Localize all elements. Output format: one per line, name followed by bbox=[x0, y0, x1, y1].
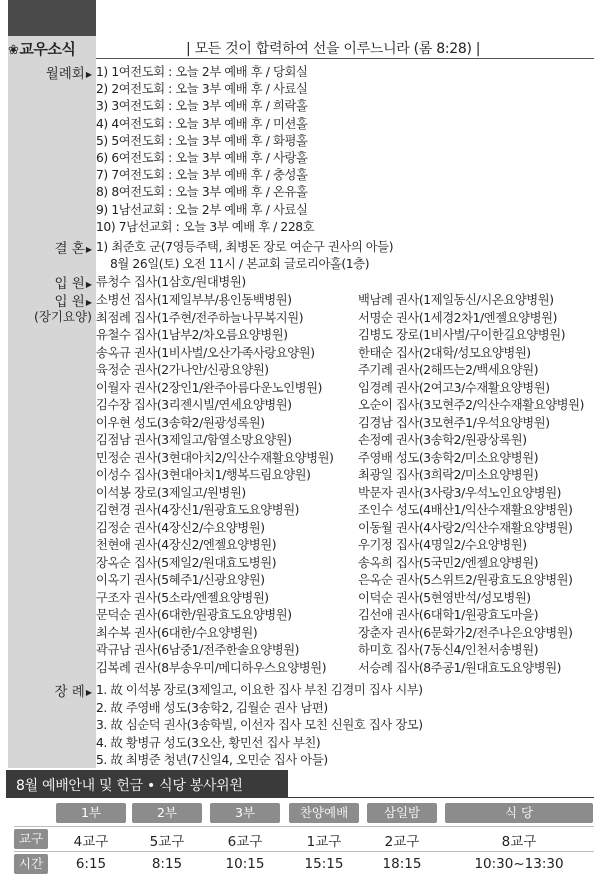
monthly-meeting-item: 9) 1남선교회 : 오늘 2부 예배 후 / 사료실 bbox=[96, 202, 308, 217]
hospital-entry-left: 이우현 성도(3송학2/원광성록원) bbox=[96, 415, 265, 430]
funeral-item: 3. 故 심순덕 권사(3송학빌, 이선자 집사 모친 신원호 집사 장모) bbox=[96, 718, 423, 732]
hospital-entry-right: 주영배 성도(3송학2/미소요양병원) bbox=[358, 450, 539, 465]
hospital-entry-left: 최수복 권사(6대한/수요양병원) bbox=[96, 625, 258, 640]
hospital-entry-left: 유철수 집사(1남부2/차오름요양병원) bbox=[96, 328, 288, 342]
hospital-entry-left: 천현애 권사(4장신2/엔젤요양병원) bbox=[96, 538, 277, 552]
monthly-meeting-item: 3) 3여전도회 : 오늘 3부 예배 후 / 희락홀 bbox=[96, 99, 308, 114]
column-header: 찬양예배 bbox=[289, 803, 359, 823]
time-cell: 10:30~13:30 bbox=[474, 856, 564, 872]
hospital-entry-left: 육정순 권사(2가나안/신광요양원) bbox=[96, 363, 269, 377]
hospital-entry-right: 은옥순 권사(5스위트2/원광효도요양병원) bbox=[358, 573, 573, 587]
hospital-entry-left: 최점례 집사(1주현/전주하늘나무복지원) bbox=[96, 310, 304, 325]
column-header: 3부 bbox=[210, 803, 280, 823]
monthly-meeting-item: 7) 7여전도회 : 오늘 3부 예배 후 / 충성홀 bbox=[96, 168, 308, 183]
time-cell: 8:15 bbox=[151, 856, 183, 872]
hospital-entry-right: 조인수 성도(4배산1/익산수재활요양병원) bbox=[358, 503, 573, 517]
hospital-entry-left: 김점남 권사(3제일고/함열소망요양원) bbox=[96, 433, 292, 447]
section-title bbox=[8, 38, 75, 59]
monthly-meeting-item: 5) 5여전도회 : 오늘 3부 예배 후 / 화평홀 bbox=[96, 133, 308, 148]
column-header: 식 당 bbox=[445, 803, 593, 823]
hospital-entry-left: 문덕순 권사(6대한/원광효도요양병원) bbox=[96, 608, 292, 622]
wedding-line-1: 1) 최준호 군(7영등주택, 최병돈 장로 여순구 권사의 아들) bbox=[96, 240, 394, 254]
funeral-item: 4. 故 황병규 성도(3오산, 황민선 집사 부친) bbox=[96, 735, 321, 750]
hospital-entry-right: 김경남 집사(3모현주1/우석요양병원) bbox=[358, 415, 550, 430]
column-header: 삼일밤 bbox=[367, 803, 437, 823]
hospital-entry-left: 김정순 권사(4장신2/수요양병원) bbox=[96, 520, 265, 535]
hospital-entry-right: 최광일 집사(3희락2/미소요양병원) bbox=[358, 468, 539, 482]
time-cell: 6:15 bbox=[75, 856, 107, 872]
hospital-entry-right: 백남례 권사(1제일동신/시온요양병원) bbox=[358, 293, 554, 307]
arrow-icon: ▶ bbox=[85, 688, 92, 697]
hospital-entry-left: 김현경 권사(4장신1/원광효도요양병원) bbox=[96, 503, 300, 517]
footer-divider bbox=[288, 797, 594, 798]
hospital-entry-right: 우기정 집사(4명일2/수요양병원) bbox=[358, 538, 527, 552]
hospital-entry-right: 하미호 집사(7동신4/인천서송병원) bbox=[358, 643, 539, 657]
table-line-mid bbox=[14, 851, 594, 852]
hospital-entry-left: 김복례 권사(8부송우미/메디하우스요양병원) bbox=[96, 660, 327, 675]
longterm-label: (장기요양) bbox=[33, 309, 92, 324]
monthly-meeting-item: 6) 6여전도회 : 오늘 3부 예배 후 / 사랑홀 bbox=[96, 151, 308, 165]
hospital-entry-right: 한태순 집사(2대학/성모요양병원) bbox=[358, 345, 531, 360]
hospital-entry-right: 김병도 장로(1비사벌/구이한길요양병원) bbox=[358, 328, 566, 342]
monthly-meeting-label: 월례회▶ bbox=[45, 66, 92, 82]
title-text: 교우소식 bbox=[19, 40, 76, 58]
hospital-entry-left: 이월자 권사(2장인1/완주아름다운노인병원) bbox=[96, 380, 323, 395]
district-cell: 2교구 bbox=[384, 834, 420, 850]
district-cell: 5교구 bbox=[149, 834, 185, 850]
monthly-meeting-item: 1) 1여전도회 : 오늘 2부 예배 후 / 당회실 bbox=[96, 65, 308, 79]
left-sidebar-band bbox=[8, 0, 96, 768]
funeral-label: 장 례▶ bbox=[54, 684, 92, 700]
monthly-meeting-item: 10) 7남선교회 : 오늘 3부 예배 후 / 228호 bbox=[96, 219, 315, 234]
hospital-entry-right: 송옥희 집사(5국민2/엔젤요양병원) bbox=[358, 555, 539, 570]
arrow-icon: ▶ bbox=[85, 280, 92, 289]
hospital-entry-left: 이옥기 권사(5혜주1/신광요양원) bbox=[96, 573, 265, 587]
bible-verse: | 모든 것이 합력하여 선을 이루느니라 (롬 8:28) | bbox=[186, 41, 481, 57]
hospital-entry-right: 오순이 집사(3모현주2/익산수재활요양병원) bbox=[358, 398, 585, 412]
column-header: 1부 bbox=[56, 803, 126, 823]
table-line-top bbox=[14, 826, 594, 827]
hospital-entry-right: 이동월 권사(4사랑2/익산수재활요양병원) bbox=[358, 520, 573, 535]
funeral-item: 1. 故 이석봉 장로(3제일고, 이요한 집사 부친 김경미 집사 시부) bbox=[96, 683, 423, 697]
sidebar-dark-header bbox=[8, 0, 96, 36]
row-label-district: 교구 bbox=[14, 829, 48, 849]
column-header: 2부 bbox=[132, 803, 202, 823]
hospital-entry-left: 민정순 권사(3현대아치2/익산수재활요양병원) bbox=[96, 450, 334, 465]
monthly-meeting-item: 4) 4여전도회 : 오늘 3부 예배 후 / 미션홀 bbox=[96, 116, 308, 131]
hospital-entry-right: 장춘자 권사(6문화가2/전주나은요양병원) bbox=[358, 625, 573, 640]
hospital-entry-right: 주기례 권사(2해뜨는2/백세요양원) bbox=[358, 363, 539, 377]
longterm-admit-label: 입 원▶ bbox=[54, 294, 92, 310]
hospital-entry-right: 임경례 권사(2여고3/수재활요양병원) bbox=[358, 380, 550, 395]
hospital-entry-right: 이덕순 권사(5현영반석/성모병원) bbox=[358, 590, 531, 605]
admit-line: 류청수 집사(1삼호/원대병원) bbox=[96, 275, 246, 289]
flower-icon: ❀ bbox=[8, 43, 19, 58]
hospital-entry-right: 서명순 권사(1세경2차1/엔젤요양병원) bbox=[358, 310, 558, 325]
admit-label: 입 원▶ bbox=[54, 276, 92, 292]
arrow-icon: ▶ bbox=[85, 298, 92, 307]
row-label-time: 시간 bbox=[14, 854, 48, 874]
monthly-meeting-item: 8) 8여전도회 : 오늘 3부 예배 후 / 온유홀 bbox=[96, 185, 308, 200]
hospital-entry-left: 소병선 집사(1제일부부/용인동백병원) bbox=[96, 293, 292, 307]
hospital-entry-right: 박문자 권사(3사랑3/우석노인요양병원) bbox=[358, 485, 562, 500]
time-cell: 18:15 bbox=[382, 856, 422, 872]
funeral-item: 5. 故 최병준 청년(7신일4, 오민순 집사 아들) bbox=[96, 753, 328, 767]
hospital-entry-left: 구조자 권사(5소라/엔젤요양병원) bbox=[96, 590, 269, 605]
wedding-label: 결 혼▶ bbox=[54, 241, 92, 257]
hospital-entry-right: 김선애 권사(6대학1/원광효도마을) bbox=[358, 608, 539, 622]
district-cell: 8교구 bbox=[501, 834, 537, 850]
service-guide-title: 8월 예배안내 및 헌금 • 식당 봉사위원 bbox=[6, 770, 288, 798]
district-cell: 6교구 bbox=[227, 834, 263, 850]
hospital-entry-left: 김수장 집사(3리젠시빌/연세요양병원) bbox=[96, 398, 292, 412]
district-cell: 1교구 bbox=[306, 834, 342, 850]
funeral-item: 2. 故 주영배 성도(3송학2, 김월순 권사 남편) bbox=[96, 700, 328, 715]
hospital-entry-right: 서승례 집사(8주공1/원대효도요양병원) bbox=[358, 660, 562, 675]
hospital-entry-left: 장옥순 집사(5제일2/원대효도병원) bbox=[96, 555, 277, 570]
monthly-meeting-item: 2) 2여전도회 : 오늘 3부 예배 후 / 사료실 bbox=[96, 82, 308, 97]
header-divider bbox=[96, 58, 594, 59]
hospital-entry-right: 손정예 권사(3송학2/원광상록원) bbox=[358, 433, 527, 447]
time-cell: 10:15 bbox=[225, 856, 265, 872]
district-cell: 4교구 bbox=[73, 834, 109, 850]
arrow-icon: ▶ bbox=[85, 245, 92, 254]
time-cell: 15:15 bbox=[304, 856, 344, 872]
hospital-entry-left: 이성수 집사(3현대아치1/행복드림요양원) bbox=[96, 468, 311, 482]
arrow-icon: ▶ bbox=[85, 70, 92, 79]
wedding-line-2: 8월 26일(토) 오전 11시 / 본교회 글로리아홀(1층) bbox=[110, 257, 370, 271]
hospital-entry-left: 곽규남 권사(6남중1/전주한솔요양병원) bbox=[96, 643, 300, 657]
hospital-entry-left: 이석봉 장로(3제일고/원병원) bbox=[96, 485, 246, 500]
hospital-entry-left: 송옥규 권사(1비사벌/오산가족사랑요양원) bbox=[96, 345, 315, 360]
